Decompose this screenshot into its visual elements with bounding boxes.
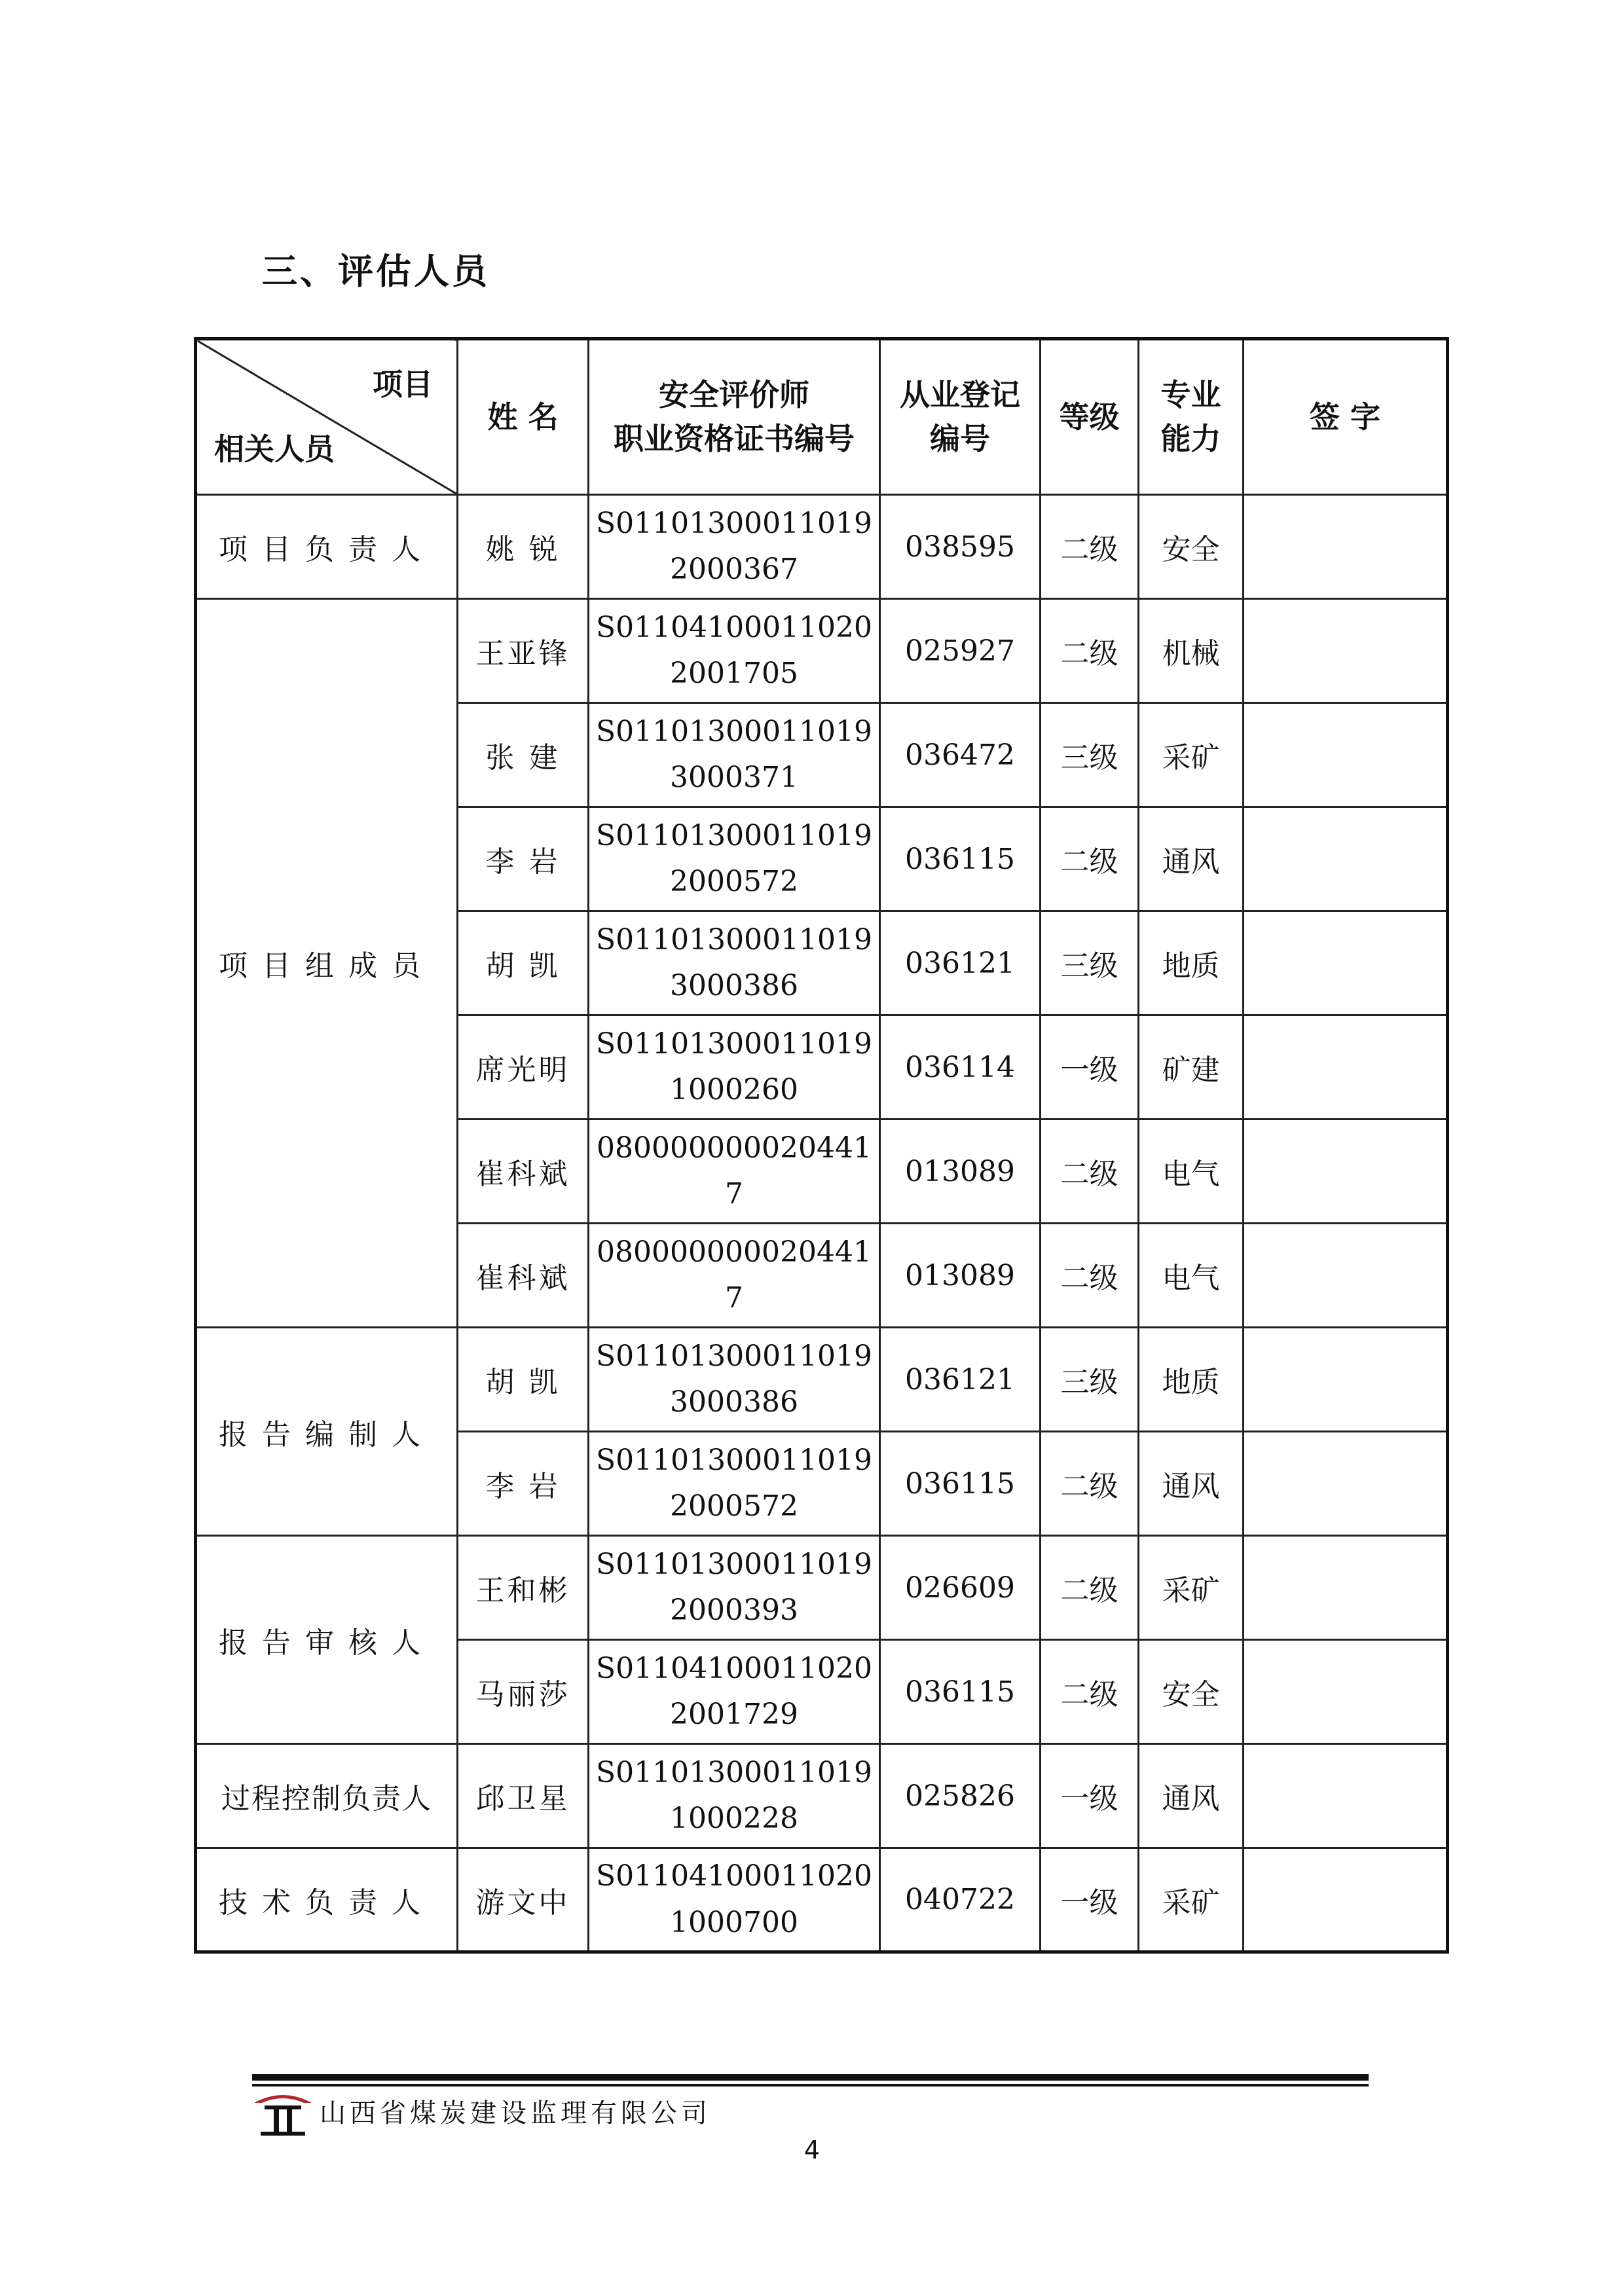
ability-cell: 矿建 <box>1139 1015 1244 1120</box>
ability-cell: 安全 <box>1139 495 1244 599</box>
reg-number-cell: 036115 <box>880 1432 1041 1536</box>
cert-number-cell: S011013000110193000386 <box>589 1328 880 1432</box>
ability-cell: 通风 <box>1139 807 1244 911</box>
ability-cell: 采矿 <box>1139 1848 1244 1952</box>
reg-number-cell: 038595 <box>880 495 1041 599</box>
ability-cell: 电气 <box>1139 1120 1244 1224</box>
grade-cell: 二级 <box>1041 1536 1139 1640</box>
evaluator-table <box>194 337 1449 1954</box>
ability-cell: 采矿 <box>1139 1536 1244 1640</box>
signature-cell <box>1244 703 1448 807</box>
cert-number-cell: S011041000110202001729 <box>589 1640 880 1744</box>
ability-cell: 安全 <box>1139 1640 1244 1744</box>
footer-rule-thin <box>252 2084 1369 2086</box>
name-header: 姓 名 <box>458 339 589 495</box>
role-process-control: 过程控制负责人 <box>196 1744 458 1848</box>
company-logo-icon <box>251 2086 314 2138</box>
reg-number-cell: 013089 <box>880 1120 1041 1224</box>
grade-cell: 一级 <box>1041 1848 1139 1952</box>
reg-number-cell: 026609 <box>880 1536 1041 1640</box>
ability-cell: 地质 <box>1139 1328 1244 1432</box>
grade-cell: 一级 <box>1041 1744 1139 1848</box>
role-technical-leader: 技术负责人 <box>196 1848 458 1952</box>
grade-cell: 三级 <box>1041 1328 1139 1432</box>
ability-cell: 地质 <box>1139 911 1244 1015</box>
cert-number-cell: S011013000110191000260 <box>589 1015 880 1120</box>
name-cell: 邱卫星 <box>458 1744 589 1848</box>
signature-cell <box>1244 1120 1448 1224</box>
name-cell: 崔科斌 <box>458 1120 589 1224</box>
grade-cell: 一级 <box>1041 1015 1139 1120</box>
signature-header: 签 字 <box>1244 339 1448 495</box>
reg-number-cell: 036115 <box>880 807 1041 911</box>
reg-number-cell: 036121 <box>880 1328 1041 1432</box>
table-row <box>196 1848 1448 1952</box>
name-cell: 崔科斌 <box>458 1224 589 1328</box>
reg-number-cell: 036472 <box>880 703 1041 807</box>
reg-number-cell: 025826 <box>880 1744 1041 1848</box>
role-project-leader: 项目负责人 <box>196 495 458 599</box>
cert-number-cell: S011013000110192000393 <box>589 1536 880 1640</box>
role-report-reviewers: 报告审核人 <box>196 1536 458 1744</box>
grade-cell: 二级 <box>1041 1640 1139 1744</box>
reg-number-cell: 036114 <box>880 1015 1041 1120</box>
reg-number-cell: 040722 <box>880 1848 1041 1952</box>
signature-cell <box>1244 1640 1448 1744</box>
name-cell: 胡 凯 <box>458 1328 589 1432</box>
cert-number-cell: S011041000110202001705 <box>589 599 880 703</box>
signature-cell <box>1244 1432 1448 1536</box>
reg-number-cell: 036121 <box>880 911 1041 1015</box>
role-project-members: 项目组成员 <box>196 599 458 1328</box>
name-cell: 王亚锋 <box>458 599 589 703</box>
ability-cell: 采矿 <box>1139 703 1244 807</box>
table-row <box>196 1744 1448 1848</box>
signature-cell <box>1244 807 1448 911</box>
diag-bottom-label: 相关人员 <box>214 431 335 467</box>
name-cell: 李 岩 <box>458 807 589 911</box>
grade-cell: 二级 <box>1041 807 1139 911</box>
table-row <box>196 1328 1448 1432</box>
signature-cell <box>1244 599 1448 703</box>
cert-number-cell: 0800000000204417 <box>589 1120 880 1224</box>
ability-cell: 电气 <box>1139 1224 1244 1328</box>
grade-cell: 二级 <box>1041 495 1139 599</box>
cert-number-cell: S011041000110201000700 <box>589 1848 880 1952</box>
footer-rule-thick <box>252 2074 1369 2081</box>
grade-cell: 三级 <box>1041 911 1139 1015</box>
name-cell: 胡 凯 <box>458 911 589 1015</box>
signature-cell <box>1244 495 1448 599</box>
reg-header: 从业登记 编号 <box>880 339 1041 495</box>
cert-number-cell: S011013000110193000386 <box>589 911 880 1015</box>
diagonal-header-cell <box>196 339 458 495</box>
name-cell: 王和彬 <box>458 1536 589 1640</box>
signature-cell <box>1244 911 1448 1015</box>
reg-number-cell: 025927 <box>880 599 1041 703</box>
section-title: 三、评估人员 <box>262 251 490 292</box>
table-row <box>196 599 1448 703</box>
name-cell: 李 岩 <box>458 1432 589 1536</box>
grade-cell: 二级 <box>1041 1224 1139 1328</box>
cert-header: 安全评价师 职业资格证书编号 <box>589 339 880 495</box>
cert-number-cell: S011013000110191000228 <box>589 1744 880 1848</box>
table-row <box>196 495 1448 599</box>
role-report-writers: 报告编制人 <box>196 1328 458 1536</box>
cert-number-cell: S011013000110192000572 <box>589 1432 880 1536</box>
table-header-row <box>196 339 1448 495</box>
grade-header: 等级 <box>1041 339 1139 495</box>
signature-cell <box>1244 1328 1448 1432</box>
ability-header: 专业 能力 <box>1139 339 1244 495</box>
signature-cell <box>1244 1848 1448 1952</box>
reg-number-cell: 036115 <box>880 1640 1041 1744</box>
grade-cell: 二级 <box>1041 599 1139 703</box>
ability-cell: 通风 <box>1139 1432 1244 1536</box>
grade-cell: 二级 <box>1041 1120 1139 1224</box>
signature-cell <box>1244 1015 1448 1120</box>
reg-number-cell: 013089 <box>880 1224 1041 1328</box>
table-row <box>196 1536 1448 1640</box>
name-cell: 张 建 <box>458 703 589 807</box>
grade-cell: 二级 <box>1041 1432 1139 1536</box>
ability-cell: 通风 <box>1139 1744 1244 1848</box>
signature-cell <box>1244 1224 1448 1328</box>
cert-number-cell: S011013000110192000367 <box>589 495 880 599</box>
name-cell: 马丽莎 <box>458 1640 589 1744</box>
name-cell: 席光明 <box>458 1015 589 1120</box>
grade-cell: 三级 <box>1041 703 1139 807</box>
cert-number-cell: S011013000110193000371 <box>589 703 880 807</box>
diag-top-label: 项目 <box>373 367 433 402</box>
cert-number-cell: 0800000000204417 <box>589 1224 880 1328</box>
signature-cell <box>1244 1744 1448 1848</box>
signature-cell <box>1244 1536 1448 1640</box>
ability-cell: 机械 <box>1139 599 1244 703</box>
company-name: 山西省煤炭建设监理有限公司 <box>320 2098 711 2128</box>
name-cell: 姚 锐 <box>458 495 589 599</box>
cert-number-cell: S011013000110192000572 <box>589 807 880 911</box>
name-cell: 游文中 <box>458 1848 589 1952</box>
page-number: 4 <box>803 2136 821 2164</box>
